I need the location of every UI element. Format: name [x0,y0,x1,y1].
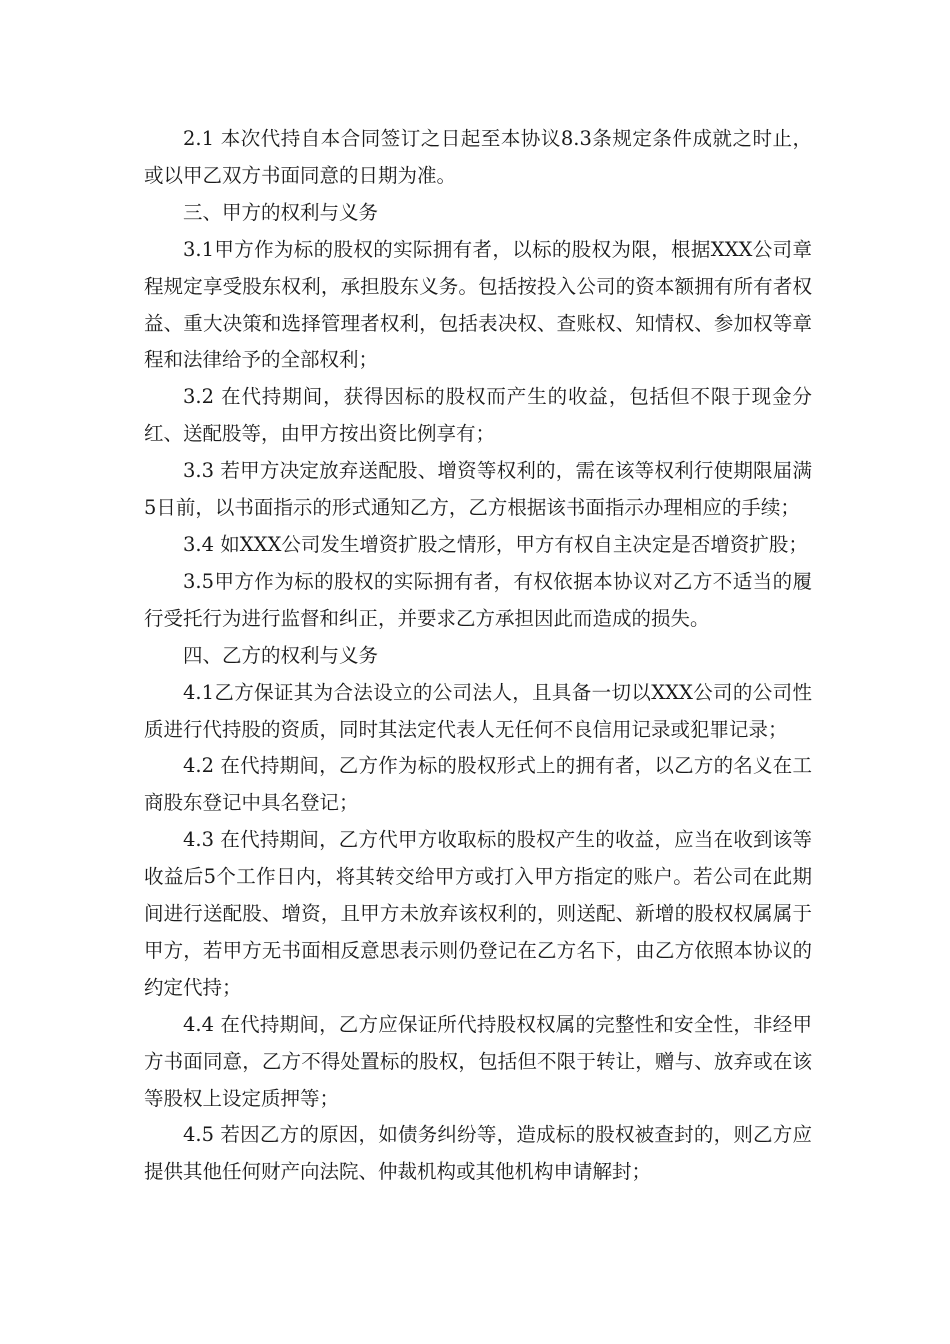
clause-4-5: 4.5 若因乙方的原因，如债务纠纷等，造成标的股权被查封的，则乙方应提供其他任何财产向法院、仲裁机构或其他机构申请解封； [144,1123,812,1184]
clause-3-5: 3.5甲方作为标的股权的实际拥有者，有权依据本协议对乙方不适当的履行受托行为进行监督和纠正，并要求乙方承担因此而造成的损失。 [144,569,812,630]
clause-3-3: 3.3 若甲方决定放弃送配股、增资等权利的，需在该等权利行使期限届满5日前，以书面指示的形式通知乙方，乙方根据该书面指示办理相应的手续； [144,459,812,520]
clause-3-2: 3.2 在代持期间，获得因标的股权而产生的收益，包括但不限于现金分红、送配股等，由甲方按出资比例享有； [144,385,812,446]
clause-4-2: 4.2 在代持期间，乙方作为标的股权形式上的拥有者，以乙方的名义在工商股东登记中具名登记； [144,754,812,815]
document-body [144,121,812,1191]
clause-3-4: 3.4 如XXX公司发生增资扩股之情形，甲方有权自主决定是否增资扩股； [183,532,808,556]
clause-4-4: 4.4 在代持期间，乙方应保证所代持股权权属的完整性和安全性，非经甲方书面同意，乙方不得处置标的股权，包括但不限于转让，赠与、放弃或在该等股权上设定质押等； [144,1012,812,1110]
clause-2-1: 2.1 本次代持自本合同签订之日起至本协议8.3条规定条件成就之时止，或以甲乙双方书面同意的日期为准。 [144,127,812,187]
clause-4-3: 4.3 在代持期间，乙方代甲方收取标的股权产生的收益，应当在收到该等收益后5个工作日内，将其转交给甲方或打入甲方指定的账户。若公司在此期间进行送配股、增资，且甲方未放弃该权利的，则送配、新增的股权权属属于甲方，若甲方无书面相反意思表示则仍登记在乙方名下，由乙方依照本协议的约定代持； [144,828,812,999]
section-heading-party-a: 三、甲方的权利与义务 [183,200,379,224]
clause-4-1: 4.1乙方保证其为合法设立的公司法人，且具备一切以XXX公司的公司性质进行代持股的资质，同时其法定代表人无任何不良信用记录或犯罪记录； [144,680,812,741]
section-heading-party-b: 四、乙方的权利与义务 [183,643,379,667]
clause-3-1: 3.1甲方作为标的股权的实际拥有者，以标的股权为限，根据XXX公司章程规定享受股东权利，承担股东义务。包括按投入公司的资本额拥有所有者权益、重大决策和选择管理者权利，包括表决权、查账权、知情权、参加权等章程和法律给予的全部权利； [144,237,812,372]
